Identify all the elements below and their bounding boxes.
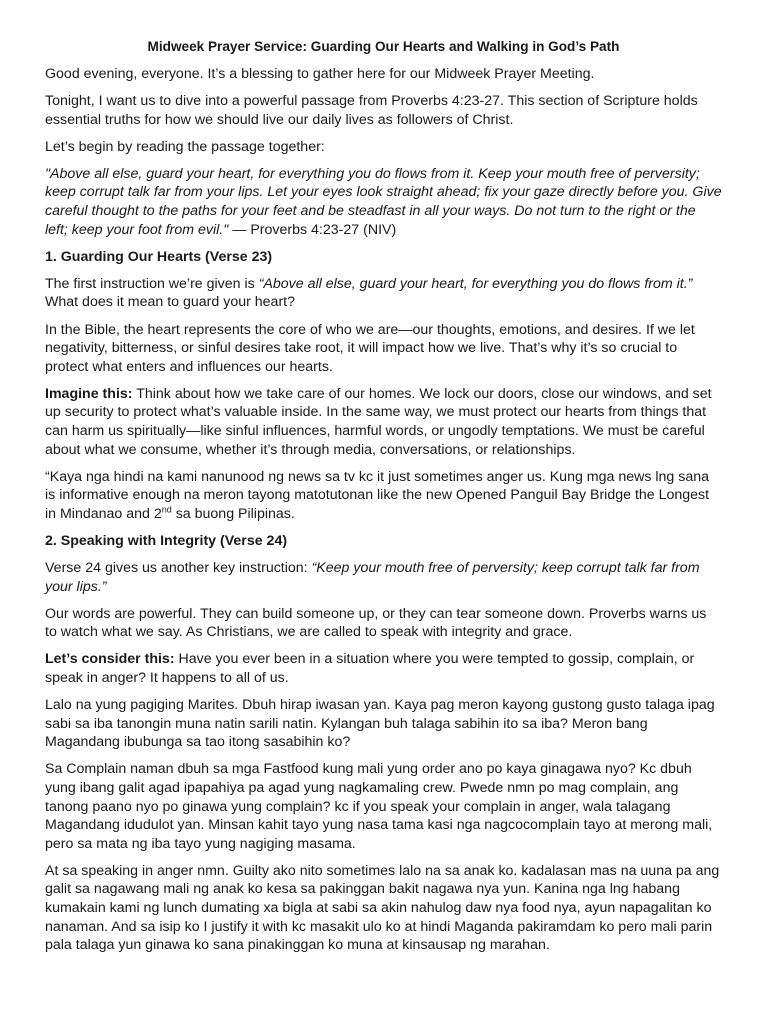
section-1-paragraph-4 (45, 468, 722, 524)
page-title: Midweek Prayer Service: Guarding Our Hearts and Walking in God’s Path (147, 39, 620, 54)
text-span: What does it mean to guard your heart? (45, 294, 295, 311)
ordinal-superscript: nd (161, 504, 172, 515)
intro-paragraph: Tonight, I want us to dive into a powerful passage from Proverbs 4:23-27. This section of Scripture holds essential truths for how we should live our daily lives as followers of Christ. (45, 93, 698, 128)
section-1-heading: 1. Guarding Our Hearts (Verse 23) (45, 248, 273, 265)
section-1-paragraph-2: In the Bible, the heart represents the core of who we are—our thoughts, emotions, and desires. If we let negativity, bitterness, or sinful desires take root, it will impact how we live. That’s why it’s so crucial to protect what enters and influences our hearts. (45, 321, 695, 375)
section-2-paragraph-4: Lalo na yung pagiging Marites. Dbuh hirap iwasan yan. Kaya pag meron kayong gustong gusto talaga ipag sabi sa iba tanongin muna natin sarili natin. Kylangan buh talaga sabihin ito sa iba? Meron bang Magandang ibubunga sa tao itong sasabihin ko? (45, 697, 715, 751)
verse-quote: “Above all else, guard your heart, for everything you do flows from it.” (258, 275, 693, 292)
section-2-paragraph-1 (45, 559, 722, 596)
section-1-paragraph-3 (45, 385, 722, 459)
scripture-quote-text: "Above all else, guard your heart, for everything you do flows from it. Keep your mouth free of perversity; keep corrupt talk far from your lips. Let your eyes look straight ahead; fix your gaze directly before you. Give careful thought to the paths for your feet and be steadfast in all your ways. Do not turn to the right or the left; keep your foot from evil." (45, 165, 722, 238)
text-span: Verse 24 gives us another key instruction: (45, 560, 312, 577)
text-span: “Kaya nga hindi na kami nanunood ng news sa tv kc it just sometimes anger us. Kung mga news lng sana is informative enough na meron tayong matotutonan like the new Opened Panguil Bay Bridge the Longest in Mindanao and 2 (45, 468, 710, 522)
section-2-paragraph-3 (45, 650, 722, 687)
section-1-paragraph-1 (45, 275, 722, 312)
section-2-heading: 2. Speaking with Integrity (Verse 24) (45, 532, 288, 549)
verse-quote: “Keep your mouth free of perversity; keep corrupt talk far from your lips.” (45, 560, 700, 595)
text-span: The first instruction we’re given is (45, 275, 259, 292)
consider-label: Let’s consider this: (45, 651, 175, 668)
text-span: Think about how we take care of our homes. We lock our doors, close our windows, and set up security to protect what’s valuable inside. In the same way, we must protect our hearts from things that can harm us spiritually—like sinful influences, harmful words, or ungodly temptations. We must be careful about what we consume, whether it’s through media, conversations, or relationships. (45, 385, 712, 458)
text-span: Have you ever been in a situation where you were tempted to gossip, complain, or speak in anger? It happens to all of us. (45, 651, 695, 687)
text-span: sa buong Pilipinas. (171, 505, 295, 522)
imagine-label: Imagine this: (45, 385, 133, 402)
section-2-paragraph-6: At sa speaking in anger nmn. Guilty ako nito sometimes lalo na sa anak ko. kadalasan mas na uuna pa ang galit sa nagawang mali ng anak ko kesa sa pakinggan bakit nagawa nya yun. Kanina nga lng habang kumakain kami ng lunch dumating xa bigla at sabi sa akin nahulog daw nya food nya, ayun napagalitan ko nanaman. And sa isip ko I justify it with kc masakit ulo ko at hindi Maganda pakiramdam ko pero mali parin pala talaga yun ginawa ko sana pinakinggan ko muna at kinsausap ng marahan. (45, 862, 720, 954)
reading-intro-paragraph: Let’s begin by reading the passage together: (45, 138, 325, 155)
section-2-paragraph-2: Our words are powerful. They can build someone up, or they can tear someone down. Proverbs warns us to watch what we say. As Christians, we are called to speak with integrity and grace. (45, 605, 707, 641)
section-2-paragraph-5: Sa Complain naman dbuh sa mga Fastfood kung mali yung order ano po kaya ginagawa nyo? Kc dbuh yung ibang galit agad ipapahiya pa agad yung nagkamaling crew. Pwede nmn po mag complain, ang tanong paano nyo po ginawa yung complain? kc if you speak your complain in anger, wala talagang Magandang idudulot yan. Minsan kahit tayo yung nasa tama kasi nga nagcocomplain tayo at merong mali, pero sa mata ng iba tayo yung nagiging masama. (45, 761, 713, 852)
greeting-paragraph: Good evening, everyone. It’s a blessing to gather here for our Midweek Prayer Meeting. (45, 66, 595, 82)
scripture-quote-paragraph (45, 165, 722, 239)
scripture-reference: — Proverbs 4:23-27 (NIV) (228, 221, 397, 238)
